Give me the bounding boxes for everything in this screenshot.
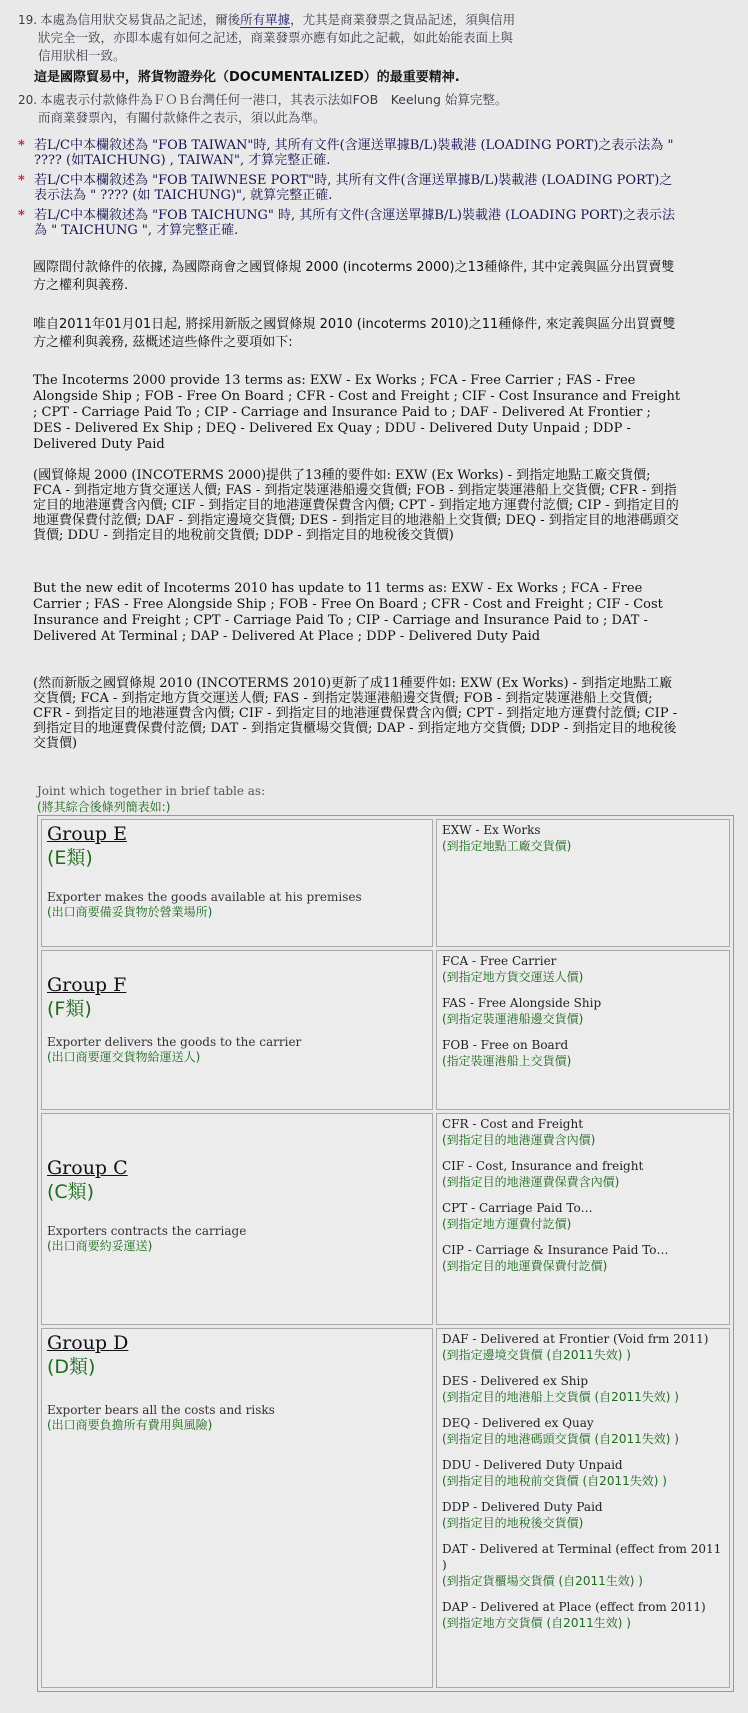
paragraph-text: (國貿條規 2000 (INCOTERMS 2000)提供了13種的要件如: EXW (Ex Works) - 到指定地點工廠交貨價; FCA - 到指定地方貨交運送人價; FAS - 到指定裝運港船邊交貨價; FOB - 到指定裝運港船上交貨價; CFR - 到指定目的地港運費含內價; CIF - 到指定目的地港運費保費含內價; CPT - 到指定地方運費付訖價; CIP - 到指定目的地運費保費付訖價; DAF - 到指定邊境交貨價; DES - 到指定目的地港船上交貨價; DEQ - 到指定目的地港碼頭交貨價; DDU - 到指定目的地稅前交貨價; DDP - 到指定目的地稅後交貨價) [33, 468, 679, 543]
paragraph-text: 唯自2011年01月01日起, 將採用新版之國貿條規 2010 (incoterms 2010)之11種條件, 來定義與區分出買賣雙方之權利與義務, 茲概述這些條件之要項如下: [33, 317, 676, 350]
item-19-text-b: ，尤其是商業發票之貨品記述，須與信用 [290, 12, 516, 27]
paragraph-text: The Incoterms 2000 provide 13 terms as: EXW - Ex Works ; FCA - Free Carrier ; FAS - Free Alongside Ship ; FOB - Free On Board ; CFR - Cost and Freight ; CIF - Cost Insurance and Freight ; CPT - Carriage Paid To ; CIP - Carriage and Insurance Paid to ; DAF - Delivered At Frontier ; DES - Delivered Ex Ship ; DEQ - Delivered Ex Quay ; DDU - Delivered Duty Unpaid ; DDP - Delivered Duty Paid [33, 373, 681, 452]
term-item [442, 1242, 724, 1274]
term-en: FCA - Free Carrier [442, 954, 557, 968]
term-en: DEQ - Delivered ex Quay [442, 1416, 594, 1430]
term-item [442, 1200, 724, 1232]
paragraph-incoterms-2000-en [33, 373, 683, 453]
term-item [442, 1499, 724, 1531]
list-item [18, 208, 678, 238]
group-title-zh: (D類) [47, 1356, 96, 1378]
item-19-text-a: 本處為信用狀交易貨品之記述，爾後 [40, 12, 241, 27]
item-20-line-2: 而商業發票內，有關付款條件之表示，須以此為準。 [38, 110, 326, 125]
table-intro [37, 783, 265, 815]
term-en: CIP - Carriage & Insurance Paid To… [442, 1243, 669, 1257]
term-item [442, 953, 724, 985]
paragraph-incoterms-2010-zh [33, 676, 683, 751]
term-zh: (到指定目的地港運費保費含內價) [442, 1175, 620, 1189]
term-item [442, 1037, 724, 1069]
group-title-zh: (C類) [47, 1181, 95, 1203]
bullet-text: 若L/C中本欄敘述為 "FOB TAICHUNG" 時, 其所有文件(含運送單據B/L)裝載港 (LOADING PORT)之表示法為 " TAICHUNG ", 才算完整正確. [34, 208, 676, 238]
group-description-zh: (出口商要負擔所有費用與風險) [47, 1418, 213, 1432]
term-item [442, 1599, 724, 1631]
documentalized-line: 這是國際貿易中，將貨物證券化（DOCUMENTALIZED）的最重要精神. [34, 70, 460, 85]
asterisk-icon: * [18, 138, 25, 153]
group-cell [41, 950, 433, 1110]
bullet-text: 若L/C中本欄敘述為 "FOB TAIWNESE PORT"時, 其所有文件(含運送單據B/L)裝載港 (LOADING PORT)之表示法為 " ???? (如 TAICHUNG)", 就算完整正確. [34, 173, 673, 203]
term-zh: (到指定地方運費付訖價) [442, 1217, 572, 1231]
term-item [442, 1158, 724, 1190]
bullet-text: 若L/C中本欄敘述為 "FOB TAIWAN"時, 其所有文件(含運送單據B/L)裝載港 (LOADING PORT)之表示法為 " ???? (如TAICHUNG) , TAIWAN", 才算完整正確. [34, 138, 674, 168]
paragraph-text: 國際間付款條件的依據, 為國際商會之國貿條規 2000 (incoterms 2000)之13種條件, 其中定義與區分出買賣雙方之權利與義務. [33, 260, 675, 293]
term-zh: (指定裝運港船上交貨價) [442, 1054, 572, 1068]
term-en: CFR - Cost and Freight [442, 1117, 584, 1131]
item-20-text-a: 本處表示付款條件為ＦＯＢ台灣任何一港口，其表示法如FOB Keelung 始算完整。 [40, 92, 508, 107]
item-19-highlight: 所有單據 [240, 12, 291, 27]
term-en: DAP - Delivered at Place (effect from 2011) [442, 1600, 706, 1614]
term-zh: (到指定地方貨交運送人價) [442, 970, 584, 984]
term-zh: (到指定地點工廠交貨價) [442, 839, 572, 853]
asterisk-icon: * [18, 208, 25, 223]
group-title: Group F [47, 974, 127, 996]
term-en: DAF - Delivered at Frontier (Void frm 2011) [442, 1332, 709, 1346]
table-intro-en: Joint which together in brief table as: [37, 784, 266, 798]
term-zh: (到指定目的地港船上交貨價 (自2011失效) ) [442, 1390, 679, 1404]
term-en: EXW - Ex Works [442, 823, 541, 837]
fob-bullet-list [18, 138, 678, 243]
term-en: DDU - Delivered Duty Unpaid [442, 1458, 623, 1472]
paragraph-incoterms-2000-zh [33, 468, 683, 543]
term-item [442, 822, 724, 854]
term-zh: (到指定目的地稅後交貨價) [442, 1516, 584, 1530]
term-zh: (到指定貨櫃場交貨價 (自2011生效) ) [442, 1574, 643, 1588]
term-item [442, 995, 724, 1027]
table-row [41, 819, 730, 947]
group-title: Group C [47, 1157, 128, 1179]
group-description: Exporter makes the goods available at his premises [47, 890, 362, 904]
group-cell [41, 1113, 433, 1325]
term-en: DES - Delivered ex Ship [442, 1374, 589, 1388]
table-row [41, 950, 730, 1110]
group-title: Group E [47, 823, 128, 845]
group-description-zh: (出口商要運交貨物給運送人) [47, 1050, 201, 1064]
table-row [41, 1328, 730, 1688]
item-19-line-3: 信用狀相一致。 [38, 48, 126, 63]
item-19-line-1 [18, 11, 680, 29]
table-row [41, 1113, 730, 1325]
term-item [442, 1415, 724, 1447]
incoterms-group-table [37, 815, 734, 1692]
term-en: DDP - Delivered Duty Paid [442, 1500, 603, 1514]
table-intro-zh: (將其綜合後條列簡表如:) [37, 800, 171, 814]
term-en: FAS - Free Alongside Ship [442, 996, 602, 1010]
list-item [18, 173, 678, 203]
paragraph-incoterms-2000-basis [33, 259, 683, 295]
paragraph-text: But the new edit of Incoterms 2010 has update to 11 terms as: EXW - Ex Works ; FCA - Free Carrier ; FAS - Free Alongside Ship ; FOB - Free On Board ; CFR - Cost and Freight ; CIF - Cost Insurance and Freight ; CPT - Carriage Paid To ; CIP - Carriage and Insurance Paid to ; DAT - Delivered At Terminal ; DAP - Delivered At Place ; DDP - Delivered Duty Paid [33, 581, 663, 644]
term-zh: (到指定裝運港船邊交貨價) [442, 1012, 584, 1026]
group-description-zh: (出口商要備妥貨物於營業場所) [47, 905, 213, 919]
term-en: DAT - Delivered at Terminal (effect from 2011 ) [442, 1542, 722, 1572]
item-19-number: 19. [18, 13, 38, 27]
term-en: CIF - Cost, Insurance and freight [442, 1159, 644, 1173]
group-description: Exporters contracts the carriage [47, 1224, 247, 1238]
term-en: CPT - Carriage Paid To… [442, 1201, 593, 1215]
term-zh: (到指定目的地港運費含內價) [442, 1133, 596, 1147]
group-description-zh: (出口商要約妥運送) [47, 1239, 153, 1253]
term-zh: (到指定目的地稅前交貨價 (自2011失效) ) [442, 1474, 667, 1488]
item-20-number: 20. [18, 93, 38, 107]
paragraph-incoterms-2010-intro [33, 316, 683, 352]
paragraph-incoterms-2010-en [33, 581, 683, 645]
item-20-line-1 [18, 91, 680, 109]
term-zh: (到指定邊境交貨價 (自2011失效) ) [442, 1348, 631, 1362]
group-title-zh: (F類) [47, 998, 92, 1020]
group-description: Exporter bears all the costs and risks [47, 1403, 275, 1417]
group-cell [41, 1328, 433, 1688]
term-zh: (到指定目的地運費保費付訖價) [442, 1259, 608, 1273]
term-zh: (到指定目的地港碼頭交貨價 (自2011失效) ) [442, 1432, 679, 1446]
paragraph-text: (然而新版之國貿條規 2010 (INCOTERMS 2010)更新了成11種要件如: EXW (Ex Works) - 到指定地點工廠交貨價; FCA - 到指定地方貨交運送人價; FAS - 到指定裝運港船邊交貨價; FOB - 到指定裝運港船上交貨價; CFR - 到指定目的地港運費含內價; CIF - 到指定目的地港運費保費含內價; CPT - 到指定地方運費付訖價; CIP - 到指定目的地運費保費付訖價; DAT - 到指定貨櫃場交貨價; DAP - 到指定地方交貨價; DDP - 到指定目的地稅後交貨價) [33, 676, 678, 751]
terms-cell [436, 1113, 730, 1325]
term-item [442, 1331, 724, 1363]
group-title-zh: (E類) [47, 847, 93, 869]
terms-cell [436, 950, 730, 1110]
term-item [442, 1116, 724, 1148]
scanned-header [18, 0, 680, 127]
group-description: Exporter delivers the goods to the carrier [47, 1035, 302, 1049]
item-19-line-2: 狀完全一致，亦即本處有如何之記述，商業發票亦應有如此之記載，如此始能表面上與 [38, 30, 514, 45]
term-item [442, 1373, 724, 1405]
term-en: FOB - Free on Board [442, 1038, 569, 1052]
group-cell [41, 819, 433, 947]
term-zh: (到指定地方交貨價 (自2011生效) ) [442, 1616, 631, 1630]
terms-cell [436, 1328, 730, 1688]
asterisk-icon: * [18, 173, 25, 188]
terms-cell [436, 819, 730, 947]
list-item [18, 138, 678, 168]
term-item [442, 1457, 724, 1489]
term-item [442, 1541, 724, 1589]
group-title: Group D [47, 1332, 129, 1354]
